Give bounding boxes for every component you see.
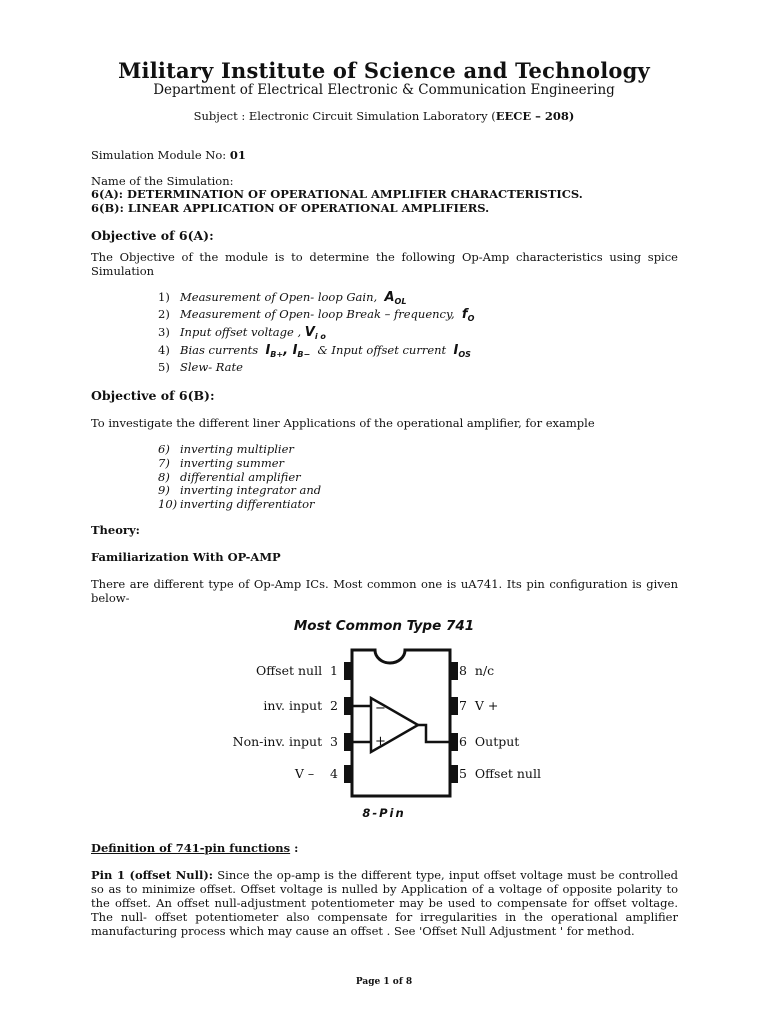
bias-plus-symbol: I [265, 343, 271, 358]
pin-1 [344, 662, 352, 680]
pin-6-label: 6 Output [459, 734, 520, 749]
item-number: 6) [158, 442, 170, 456]
module-number: 01 [229, 148, 246, 162]
ic-pinout-diagram [342, 648, 460, 800]
plus-sign: + [375, 734, 386, 749]
frequency-subscript: O [467, 314, 475, 323]
item-text: inverting differentiator [180, 497, 315, 511]
pin-6 [450, 733, 458, 751]
pin-7-label: 7 V + [459, 698, 499, 713]
list-item [158, 360, 243, 374]
list-item [158, 483, 321, 497]
item-number: 5) [158, 360, 170, 374]
pin-3 [344, 733, 352, 751]
item-number: 10) [158, 497, 178, 511]
simulation-title-b: 6(B): LINEAR APPLICATION OF OPERATIONAL AMPLIFIERS. [91, 201, 490, 215]
pin-5 [450, 765, 458, 783]
page-number: Page 1 of 8 [355, 977, 413, 987]
theory-intro: There are different type of Op-Amp ICs. Most common one is uA741. Its pin configuration is given below- [91, 577, 678, 605]
theory-heading: Theory: [91, 523, 140, 537]
pin-4-label: V – 4 [294, 766, 338, 781]
item-number: 9) [158, 483, 170, 497]
minus-sign: − [375, 701, 386, 716]
pin-1-label: Offset null 1 [256, 663, 338, 678]
pin-8-label: 8 n/c [459, 663, 495, 678]
item-text: differential amplifier [180, 470, 301, 484]
list-item [158, 325, 326, 341]
bias-separator: , [283, 343, 293, 358]
voltage-subscript: i o [314, 332, 326, 341]
item-text: & Input offset current [317, 343, 447, 357]
pin-7 [450, 697, 458, 715]
gain-subscript: OL [394, 297, 407, 306]
objective-a-intro: The Objective of the module is to determine the following Op-Amp characteristics using spice Simulation [91, 250, 678, 278]
department-title: Department of Electrical Electronic & Communication Engineering [153, 82, 615, 98]
simulation-title-a: 6(A): DETERMINATION OF OPERATIONAL AMPLIFIER CHARACTERISTICS. [91, 187, 583, 201]
item-number: 4) [158, 343, 170, 357]
list-item [158, 470, 301, 484]
ic-body [352, 650, 450, 796]
pin-2 [344, 697, 352, 715]
subject-line [0, 109, 768, 123]
pin-4 [344, 765, 352, 783]
output-wire [418, 725, 450, 742]
list-item [158, 290, 406, 306]
bias-minus-subscript: B− [297, 350, 311, 359]
subject-prefix: Subject : Electronic Circuit Simulation Laboratory ( [193, 109, 496, 123]
item-text: inverting summer [180, 456, 285, 470]
list-item [158, 307, 474, 323]
subject-code: EECE – 208) [495, 109, 575, 123]
item-number: 1) [158, 290, 170, 304]
list-item [158, 456, 284, 470]
offset-current-symbol: I [453, 343, 459, 358]
definitions-heading: Definition of 741-pin functions [91, 841, 291, 855]
pin-8 [450, 662, 458, 680]
pin-2-label: inv. input 2 [263, 698, 338, 713]
module-label: Simulation Module No: [91, 148, 230, 162]
item-number: 8) [158, 470, 170, 484]
objective-a-heading: Objective of 6(A): [91, 228, 214, 243]
item-text: Input offset voltage , [180, 325, 302, 339]
item-text: Bias currents [180, 343, 259, 357]
item-number: 7) [158, 456, 170, 470]
diagram-title: Most Common Type 741 [293, 618, 475, 634]
list-item [158, 442, 294, 456]
objective-b-intro: To investigate the different liner Applications of the operational amplifier, for example [91, 416, 595, 430]
bias-minus-symbol: I [292, 343, 298, 358]
item-number: 2) [158, 307, 170, 321]
offset-current-subscript: OS [458, 350, 471, 359]
item-text: Measurement of Open- loop Break – frequency, [180, 307, 455, 321]
bias-plus-subscript: B+ [270, 350, 284, 359]
list-item [158, 343, 471, 359]
pin1-label: Pin 1 (offset Null): [91, 868, 214, 882]
institute-title: Military Institute of Science and Technology [118, 58, 650, 83]
gain-symbol: A [384, 290, 395, 305]
item-text: Measurement of Open- loop Gain, [180, 290, 378, 304]
module-line [91, 148, 246, 162]
theory-subheading: Familiarization With OP-AMP [91, 550, 281, 564]
diagram-caption: 8-Pin [362, 806, 406, 820]
pin-3-label: Non-inv. input 3 [232, 734, 338, 749]
item-text: Slew- Rate [180, 360, 243, 374]
voltage-symbol: V [304, 325, 315, 340]
frequency-symbol: f [461, 307, 468, 322]
pin-5-label: 5 Offset null [459, 766, 541, 781]
list-item [158, 497, 315, 511]
item-text: inverting multiplier [180, 442, 294, 456]
definitions-heading-line [91, 841, 298, 855]
item-text: inverting integrator and [180, 483, 322, 497]
objective-b-heading: Objective of 6(B): [91, 388, 215, 403]
simulation-name-label: Name of the Simulation: [91, 174, 234, 188]
definitions-heading-suffix: : [290, 841, 299, 855]
item-number: 3) [158, 325, 170, 339]
pin1-text: Since the op-amp is the different type, input offset voltage must be controlled so as to minimize offset. Offset voltage is nulled by Application of a voltage of opposite polarity to the offset. An offset null-adjustment potentiometer may be used to compensate for offset voltage. The null- offset potentiometer also compensate for irregularities in the operational amplifier manufacturing process which may cause an offset . See 'Offset Null Adjustment ' for method. [91, 868, 678, 938]
pin1-description [91, 868, 678, 938]
